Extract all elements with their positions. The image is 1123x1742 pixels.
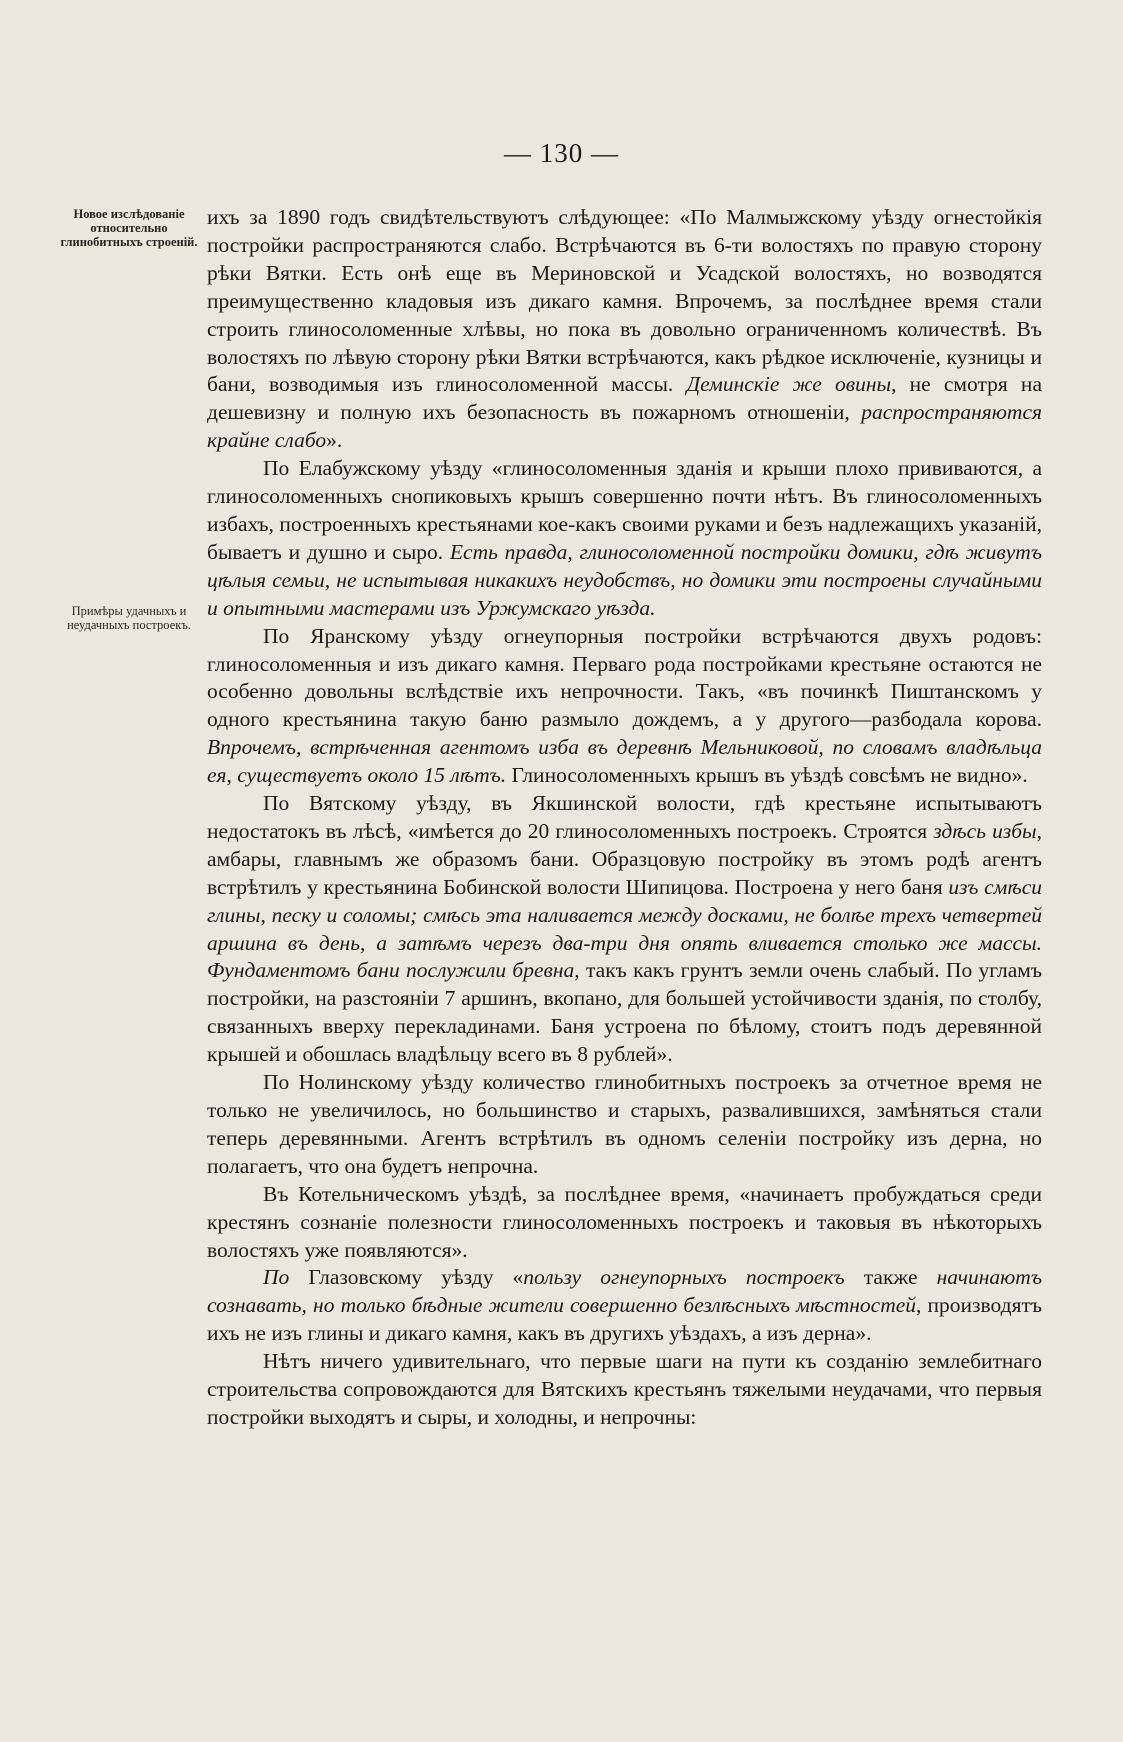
- paragraph: [207, 1069, 1042, 1181]
- italic-run: распространяются крайне слабо: [207, 400, 1042, 453]
- page-number: — 130 —: [504, 138, 619, 168]
- text-run: ».: [326, 428, 343, 453]
- italic-run: Деминскіе же овины: [686, 372, 892, 397]
- text-run: такъ какъ грунтъ земли очень слабый. По угламъ постройки, на разстояніи 7 аршинъ, вкопано, для большей устойчивости зданія, по столбу, связанныхъ вверху перекладинами. Баня устроена по бѣлому, стоитъ подъ деревянной крышей и обошлась владѣльцу всего въ 8 рублей».: [207, 958, 1043, 1067]
- paragraph: [207, 204, 1042, 455]
- paragraph: [207, 1264, 1042, 1348]
- italic-run: Есть правда, глиносоломенной постройки домики, гдѣ живутъ цѣлыя семьи, не испытывая никакихъ неудобствъ, но домики эти построены случайными и опытными мастерами изъ Уржумскаго уѣзда.: [207, 539, 1042, 620]
- italic-run: изъ смѣси глины, песку и соломы; смѣсь эта наливается между досками, не болѣе трехъ четвертей аршина въ день, а затѣмъ черезъ два-три дня опять вливается столько же массы. Фундаментомъ бани послужили бревна,: [207, 874, 1042, 983]
- text-run: , производятъ ихъ не изъ глины и дикаго камня, какъ въ другихъ уѣздахъ, а изъ дерна».: [207, 1293, 1042, 1346]
- text-run: ихъ за 1890 годъ свидѣтельствуютъ слѣдующее: «По Малмыжскому уѣзду огнестойкія постройки распространяются слабо. Встрѣчаются въ 6-ти волостяхъ по правую сторону рѣки Вятки. Есть онѣ еще въ Мериновской и Усадской волостяхъ, но возводятся преимущественно кладовыя изъ дикаго камня. Впрочемъ, за послѣднее время стали строить глиносоломенные хлѣвы, но пока въ довольно ограниченномъ количествѣ. Въ волостяхъ по лѣвую сторону рѣки Вятки встрѣчаются, какъ рѣдкое исключеніе, кузницы и бани, возводимыя изъ глиносоломенной массы.: [207, 205, 1042, 397]
- text-run: По Вятскому уѣзду, въ Якшинской волости, гдѣ крестьяне испытываютъ недостатокъ въ лѣсѣ, «имѣется до 20 глиносоломенныхъ построекъ. Строятся: [207, 791, 1042, 843]
- italic-run: Впрочемъ, встрѣченная агентомъ изба въ деревнѣ Мельниковой, по словамъ владѣльца ея, существуетъ около 15 лѣтъ.: [207, 735, 1042, 788]
- text-run: , не смотря на дешевизну и полную ихъ безопасность въ пожарномъ отношеніи,: [207, 372, 1042, 425]
- body-text: [207, 204, 1042, 1432]
- margin-note-research: Новое изслѣдованіе относительно глинобитныхъ строеній.: [60, 207, 198, 249]
- paragraph: [207, 455, 1042, 622]
- paragraph: [207, 623, 1042, 790]
- text-run: Глиносоломенныхъ крышъ въ уѣздѣ совсѣмъ не видно».: [506, 763, 1028, 788]
- text-run: Нѣтъ ничего удивительнаго, что первые шаги на пути къ созданію землебитнаго строительства сопровождаются для Вятскихъ крестьянъ тяжелыми неудачами, что первыя постройки выходятъ и сыры, и холодны, и непрочны:: [207, 1349, 1042, 1429]
- italic-run: пользу огнеупорныхъ построекъ: [523, 1265, 845, 1290]
- paragraph: [207, 1348, 1042, 1432]
- text-run: Въ Котельническомъ уѣздѣ, за послѣднее время, «начинаетъ пробуждаться среди крестянъ сознаніе полезности глиносоломенныхъ построекъ и таковыя въ нѣкоторыхъ волостяхъ уже появляются».: [207, 1181, 1042, 1262]
- text-run: По Нолинскому уѣзду количество глинобитныхъ построекъ за отчетное время не только не увеличилось, но большинство и старыхъ, развалившихся, замѣняться стали теперь деревянными. Агентъ встрѣтилъ въ одномъ селеніи постройку изъ дерна, но полагаетъ, что она будетъ непрочна.: [207, 1070, 1042, 1178]
- text-run: также: [844, 1265, 937, 1290]
- margin-note-examples: Примѣры удачныхъ и неудачныхъ построекъ.: [67, 604, 191, 632]
- italic-run: По: [263, 1265, 290, 1290]
- text-run: , амбары, главнымъ же образомъ бани. Образцовую постройку въ этомъ родѣ агентъ встрѣтилъ у крестьянина Бобинской волости Шипицова. Построена у него баня: [207, 818, 1042, 899]
- text-run: Глазовскому уѣзду «: [289, 1265, 524, 1290]
- paragraph: [207, 1181, 1042, 1265]
- text-run: По Яранскому уѣзду огнеупорныя постройки встрѣчаются двухъ родовъ: глиносоломенныя и изъ дикаго камня. Перваго рода постройками крестьяне остаются не особенно довольны вслѣдствіе ихъ непрочности. Такъ, «въ починкѣ Пиштанскомъ у одного крестьянина такую баню размыло дождемъ, а у другого—разбодала корова.: [207, 623, 1042, 732]
- italic-run: здѣсь избы: [933, 818, 1037, 843]
- paragraph: [207, 790, 1042, 1069]
- text-run: По Елабужскому уѣзду «глиносоломенныя зданія и крыши плохо прививаются, а глиносоломенныхъ снопиковыхъ крышъ совершенно почти нѣтъ. Въ глиносоломенныхъ избахъ, построенныхъ крестьянами кое-какъ своими руками и безъ надлежащихъ указаній, бываетъ и душно и сыро.: [207, 456, 1042, 564]
- italic-run: начинаютъ сознавать, но только бѣдные жители совершенно безлѣсныхъ мѣстностей: [207, 1265, 1042, 1318]
